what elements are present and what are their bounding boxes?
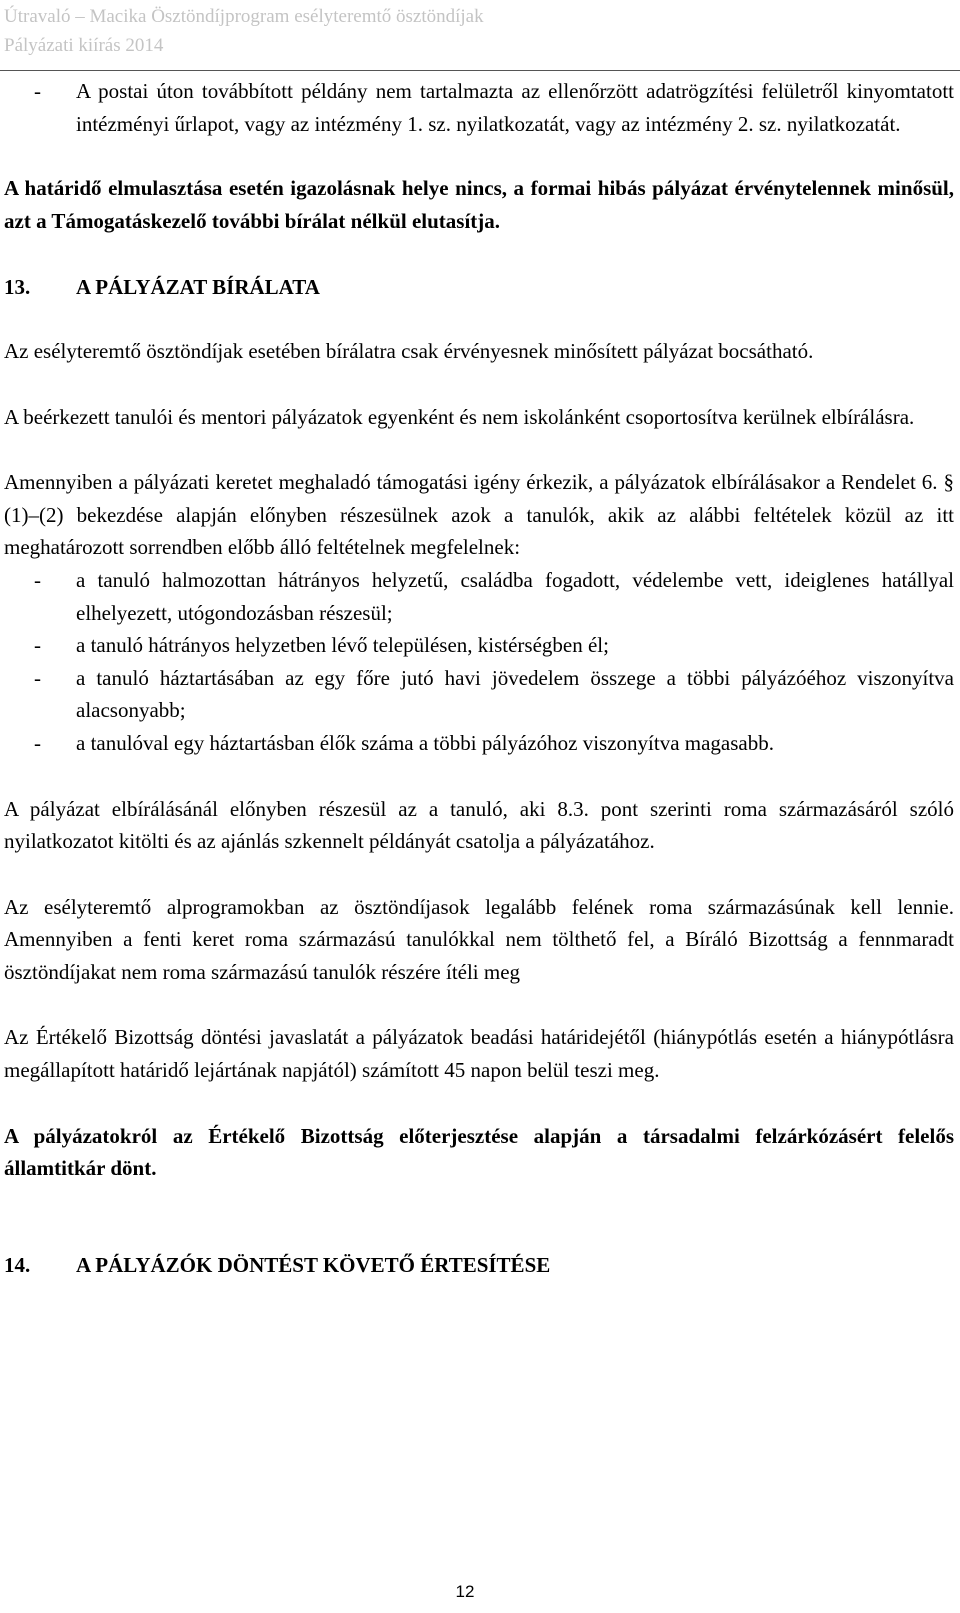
dash-bullet: - <box>34 665 41 690</box>
page-header <box>4 2 484 60</box>
header-divider <box>0 70 960 71</box>
page-number: 12 <box>455 1582 475 1601</box>
section-13-heading <box>4 271 954 304</box>
list-item-text: a tanuló hátrányos helyzetben lévő településen, kistérségben él; <box>76 633 609 658</box>
dash-bullet: - <box>34 633 41 658</box>
paragraph: Az Értékelő Bizottság döntési javaslatát a pályázatok beadási határidejétől (hiánypótlás esetén a hiánypótlásra megállapított határidő lejártának napjától) számított 45 napon belül teszi meg. <box>4 1025 954 1083</box>
dash-bullet: - <box>34 567 41 592</box>
bold-paragraph-decision: A pályázatokról az Értékelő Bizottság előterjesztése alapján a társadalmi felzárkózásért felelős államtitkár dönt. <box>4 1123 954 1181</box>
list-item-text: a tanuló háztartásában az egy főre jutó havi jövedelem összege a többi pályázóéhoz viszonyítva alacsonyabb; <box>76 665 954 723</box>
section-title: A PÁLYÁZÓK DÖNTÉST KÖVETŐ ÉRTESÍTÉSE <box>76 1252 551 1277</box>
list-item <box>4 662 954 727</box>
paragraph: Az esélyteremtő ösztöndíjak esetében bírálatra csak érvényesnek minősített pályázat bocsátható. <box>4 338 814 363</box>
dash-bullet: - <box>34 79 41 103</box>
section-title: A PÁLYÁZAT BÍRÁLATA <box>76 275 320 300</box>
paragraph: Az esélyteremtő alprogramokban az ösztöndíjasok legalább felének roma származásúnak kell lennie. Amennyiben a fenti keret roma származású tanulókkal nem tölthető fel, a Bíráló Bizottság a fennmaradt ösztöndíjakat nem roma származású tanulók részére ítéli meg <box>4 894 954 984</box>
header-program-title: Útravaló – Macika Ösztöndíjprogram esélyteremtő ösztöndíjak <box>4 6 484 27</box>
list-item-text: a tanulóval egy háztartásban élők száma a többi pályázóhoz viszonyítva magasabb. <box>76 730 774 755</box>
list-item <box>4 727 954 760</box>
dash-bullet: - <box>34 730 41 755</box>
list-item <box>4 564 954 629</box>
section-number: 13. <box>4 275 31 300</box>
paragraph: A pályázat elbírálásánál előnyben részesül az a tanuló, aki 8.3. pont szerinti roma származásáról szóló nyilatkozatot kitölti és az ajánlás szkennelt példányát csatolja a pályázatához. <box>4 796 954 854</box>
list-item <box>4 629 954 662</box>
header-subtitle: Pályázati kiírás 2014 <box>4 35 164 56</box>
list-item-text: A postai úton továbbított példány nem tartalmazta az ellenőrzött adatrögzítési felületről kinyomtatott intézményi űrlapot, vagy az intézmény 1. sz. nyilatkozatát, vagy az intézmény 2. sz. nyilatkozatát. <box>76 79 954 136</box>
paragraph: A beérkezett tanulói és mentori pályázatok egyenként és nem iskolánként csoportosítva kerülnek elbírálásra. <box>4 404 915 429</box>
list-item <box>4 75 954 140</box>
section-number: 14. <box>4 1252 31 1277</box>
list-item-text: a tanuló halmozottan hátrányos helyzetű, családba fogadott, védelembe vett, ideiglenes hatállyal elhelyezett, utógondozásban részesül; <box>76 567 954 625</box>
document-body <box>4 75 954 1281</box>
section-14-heading <box>4 1249 954 1282</box>
paragraph: Amennyiben a pályázati keretet meghaladó támogatási igény érkezik, a pályázatok elbírálásakor a Rendelet 6. § (1)–(2) bekezdése alapján előnyben részesülnek azok a tanulók, akik az alábbi feltételek közül az itt meghatározott sorrendben előbb álló feltételnek megfelelnek: <box>4 470 954 560</box>
bold-paragraph-deadline: A határidő elmulasztása esetén igazolásnak helye nincs, a formai hibás pályázat érvénytelennek minősül, azt a Támogatáskezelő további bírálat nélkül elutasítja. <box>4 176 954 233</box>
